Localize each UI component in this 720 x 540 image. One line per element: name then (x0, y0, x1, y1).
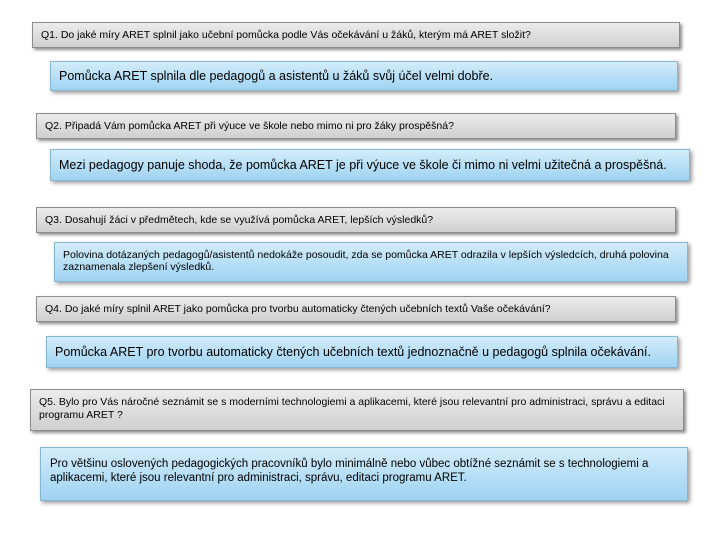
question-box-5: Q5. Bylo pro Vás náročné seznámit se s moderními technologiemi a aplikacemi, které jsou relevantní pro administraci, správu a editaci programu ARET ? (30, 389, 684, 431)
answer-box-2: Mezi pedagogy panuje shoda, že pomůcka ARET je při výuce ve škole či mimo ni velmi užitečná a prospěšná. (50, 149, 690, 181)
question-box-4: Q4. Do jaké míry splnil ARET jako pomůcka pro tvorbu automaticky čtených učebních textů Vaše očekávání? (36, 296, 676, 322)
answer-box-4: Pomůcka ARET pro tvorbu automaticky čtených učebních textů jednoznačně u pedagogů splnila očekávání. (46, 336, 678, 368)
question-box-3: Q3. Dosahují žáci v předmětech, kde se využívá pomůcka ARET, lepších výsledků? (36, 207, 676, 233)
answer-box-5: Pro většinu oslovených pedagogických pracovníků bylo minimálně nebo vůbec obtížné seznámit se s technologiemi a aplikacemi, které jsou relevantní pro administraci, správu, editaci programu ARET. (40, 447, 688, 501)
answer-box-1: Pomůcka ARET splnila dle pedagogů a asistentů u žáků svůj účel velmi dobře. (50, 61, 678, 91)
answer-box-3: Polovina dotázaných pedagogů/asistentů nedokáže posoudit, zda se pomůcka ARET odrazila v lepších výsledcích, druhá polovina zaznamenala zlepšení výsledků. (54, 242, 688, 282)
question-box-2: Q2. Připadá Vám pomůcka ARET při výuce ve škole nebo mimo ni pro žáky prospěšná? (36, 113, 676, 139)
question-box-1: Q1. Do jaké míry ARET splnil jako učební pomůcka podle Vás očekávání u žáků, kterým má ARET složit? (32, 22, 680, 48)
